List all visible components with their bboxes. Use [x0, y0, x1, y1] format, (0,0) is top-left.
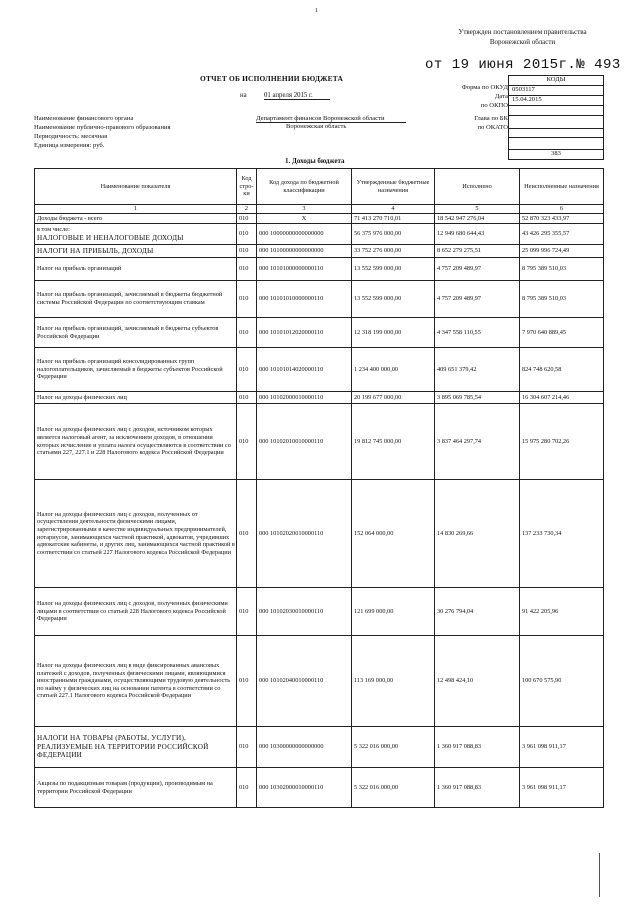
unit-label: Единица измерения: руб. — [34, 142, 105, 149]
row-kbk: 000 10302000010000110 — [257, 768, 352, 808]
row-code: 010 — [237, 480, 257, 588]
codes-box — [508, 75, 604, 160]
row-unexecuted: 15 975 280 702,26 — [520, 404, 604, 480]
row-code: 010 — [237, 214, 257, 224]
row-kbk: 000 10102010010000110 — [257, 404, 352, 480]
okpo-label: по ОКПО — [480, 102, 508, 109]
row-approved: 121 699 000,00 — [352, 588, 435, 636]
col-header-line-code: Код стро-ки — [237, 169, 257, 205]
row-name: НАЛОГИ НА ТОВАРЫ (РАБОТЫ, УСЛУГИ), РЕАЛИЗУЕМЫЕ НА ТЕРРИТОРИИ РОССИЙСКОЙ ФЕДЕРАЦИИ — [35, 727, 237, 768]
row-name: НАЛОГОВЫЕ И НЕНАЛОГОВЫЕ ДОХОДЫ — [37, 233, 184, 242]
okud-code: 0503117 — [509, 86, 603, 96]
col-number: 6 — [520, 205, 604, 214]
row-kbk: 000 10100000000000000 — [257, 245, 352, 258]
row-kbk: 000 10101000000000110 — [257, 258, 352, 281]
col-header-unexecuted: Неисполненные назначения — [520, 169, 604, 205]
row-approved: 20 199 677 000,00 — [352, 392, 435, 404]
table-row — [35, 348, 604, 392]
row-code: 010 — [237, 727, 257, 768]
table-header-row — [35, 169, 604, 205]
row-code: 010 — [237, 318, 257, 348]
row-approved: 5 322 016 000,00 — [352, 727, 435, 768]
row-kbk: 000 10101012020000110 — [257, 318, 352, 348]
row-unexecuted: 100 670 575,90 — [520, 636, 604, 727]
row-name: Налог на прибыль организаций — [35, 258, 237, 281]
row-name: Налог на прибыль организаций, зачисляемый в бюджеты бюджетной системы Российской Федерации по соответствующим ставкам — [35, 281, 237, 318]
row-executed: 1 360 917 088,83 — [435, 727, 520, 768]
row-approved: 113 169 000,00 — [352, 636, 435, 727]
col-header-approved: Утвержденные бюджетные назначения — [352, 169, 435, 205]
row-code: 010 — [237, 404, 257, 480]
row-approved: 13 552 599 000,00 — [352, 281, 435, 318]
scan-edge-mark — [599, 853, 600, 897]
section-title: 1. Доходы бюджета — [285, 157, 345, 165]
decree-reference: от 19 июня 2015г.№ 493 — [425, 57, 621, 73]
row-executed: 3 895 069 785,54 — [435, 392, 520, 404]
row-unexecuted: 43 426 295 355,57 — [520, 224, 604, 245]
row-unexecuted: 824 748 620,58 — [520, 348, 604, 392]
row-kbk: 000 10300000000000000 — [257, 727, 352, 768]
row-approved: 152 064 000,00 — [352, 480, 435, 588]
row-name: Акцизы по подакцизным товарам (продукции), производимым на территории Российской Федерации — [35, 768, 237, 808]
table-row — [35, 480, 604, 588]
row-approved: 71 413 270 710,01 — [352, 214, 435, 224]
row-code: 010 — [237, 588, 257, 636]
table-row — [35, 768, 604, 808]
table-row — [35, 245, 604, 258]
row-code: 010 — [237, 636, 257, 727]
col-header-kbk: Код дохода по бюджетной классификации — [257, 169, 352, 205]
row-code: 010 — [237, 348, 257, 392]
column-number-row — [35, 205, 604, 214]
periodicity-label: Периодичность: месячная — [34, 133, 108, 140]
bk-code — [509, 116, 603, 129]
revenue-table — [34, 168, 604, 808]
row-name: Налог на доходы физических лиц — [35, 392, 237, 404]
fin-organ-value: Департамент финансов Воронежской области — [256, 115, 406, 123]
row-executed: 12 949 680 644,43 — [435, 224, 520, 245]
date-label: Дата — [494, 93, 508, 100]
table-row — [35, 318, 604, 348]
row-kbk: 000 10000000000000000 — [257, 224, 352, 245]
public-entity-value: Воронежская область — [286, 123, 347, 130]
col-number: 2 — [237, 205, 257, 214]
table-row — [35, 404, 604, 480]
row-kbk: 000 10101010000000110 — [257, 281, 352, 318]
row-executed: 12 498 424,10 — [435, 636, 520, 727]
okpo-code — [509, 106, 603, 116]
row-executed: 18 542 947 276,04 — [435, 214, 520, 224]
row-executed: 4 757 209 489,97 — [435, 258, 520, 281]
row-kbk: 000 10101014020000110 — [257, 348, 352, 392]
row-code: 010 — [237, 768, 257, 808]
row-unexecuted: 7 970 640 889,45 — [520, 318, 604, 348]
row-kbk: 000 10102030010000110 — [257, 588, 352, 636]
row-unexecuted: 3 961 098 911,17 — [520, 768, 604, 808]
col-header-executed: Исполнено — [435, 169, 520, 205]
table-row — [35, 588, 604, 636]
row-name-cell — [35, 224, 237, 245]
row-executed: 4 757 209 489,97 — [435, 281, 520, 318]
row-unexecuted: 16 304 607 214,46 — [520, 392, 604, 404]
row-approved: 12 318 199 000,00 — [352, 318, 435, 348]
row-name-prefix: в том числе: — [37, 225, 70, 233]
row-name: НАЛОГИ НА ПРИБЫЛЬ, ДОХОДЫ — [35, 245, 237, 258]
report-date-label: на — [240, 92, 247, 99]
row-executed: 1 360 917 088,83 — [435, 768, 520, 808]
row-executed: 14 830 269,66 — [435, 480, 520, 588]
row-executed: 4 347 558 110,55 — [435, 318, 520, 348]
row-unexecuted: 3 961 098 911,17 — [520, 727, 604, 768]
okato-code — [509, 129, 603, 139]
row-kbk: 000 10102040010000110 — [257, 636, 352, 727]
row-unexecuted: 8 795 389 510,03 — [520, 281, 604, 318]
row-approved: 5 322 016 000,00 — [352, 768, 435, 808]
okato-label: по ОКАТО — [477, 124, 508, 131]
row-approved: 33 752 276 000,00 — [352, 245, 435, 258]
row-approved: 19 812 745 000,00 — [352, 404, 435, 480]
row-name: Налог на доходы физических лиц в виде фиксированных авансовых платежей с доходов, полученных физическими лицами, являющимися иностранными гражданами, осуществляющими трудовую деятельность по найму у физических лиц на основании патента в соответствии со статьей 227.1 Налогового кодекса Российской Федерации — [35, 636, 237, 727]
row-executed: 8 652 279 275,51 — [435, 245, 520, 258]
row-name: Налог на доходы физических лиц с доходов, полученных физическими лицами в соответствии со статьей 228 Налогового кодекса Российской Федерации — [35, 588, 237, 636]
approval-line-2: Воронежской области — [489, 38, 556, 46]
row-code: 010 — [237, 281, 257, 318]
bk-chapter-label: Глава по БК — [474, 115, 508, 122]
approval-note — [440, 27, 605, 47]
public-entity-label: Наименование публично-правового образования — [34, 124, 171, 131]
row-kbk: 000 10102020010000110 — [257, 480, 352, 588]
table-row — [35, 636, 604, 727]
col-number: 3 — [257, 205, 352, 214]
row-name: Налог на прибыль организаций, зачисляемый в бюджеты субъектов Российской Федерации — [35, 318, 237, 348]
row-executed: 3 837 464 297,74 — [435, 404, 520, 480]
col-header-name: Наименование показателя — [35, 169, 237, 205]
col-number: 4 — [352, 205, 435, 214]
row-unexecuted: 52 870 323 433,97 — [520, 214, 604, 224]
fin-organ-label: Наименование финансового органа — [34, 115, 134, 122]
row-unexecuted: 8 795 389 510,03 — [520, 258, 604, 281]
row-code: 010 — [237, 258, 257, 281]
row-code: 010 — [237, 245, 257, 258]
row-executed: 30 276 794,04 — [435, 588, 520, 636]
row-unexecuted: 91 422 205,96 — [520, 588, 604, 636]
report-date: 01 апреля 2015 г. — [264, 92, 330, 100]
row-name: Доходы бюджета - всего — [35, 214, 237, 224]
approval-line-1: Утвержден постановлением правительства — [458, 28, 587, 36]
table-row — [35, 214, 604, 224]
row-executed: 409 651 379,42 — [435, 348, 520, 392]
row-approved: 1 234 400 000,00 — [352, 348, 435, 392]
table-row — [35, 392, 604, 404]
table-row — [35, 727, 604, 768]
row-code: 010 — [237, 392, 257, 404]
unit-code: 383 — [509, 150, 603, 160]
row-name: Налог на прибыль организаций консолидированных групп налогоплательщиков, зачисляемый в бюджеты субъектов Российской Федерации — [35, 348, 237, 392]
row-approved: 13 552 599 000,00 — [352, 258, 435, 281]
row-kbk: Х — [257, 214, 352, 224]
row-approved: 56 375 976 000,00 — [352, 224, 435, 245]
report-code-date: 15.04.2015 — [509, 96, 603, 106]
report-title: ОТЧЕТ ОБ ИСПОЛНЕНИИ БЮДЖЕТА — [200, 74, 344, 83]
col-number: 5 — [435, 205, 520, 214]
table-row — [35, 281, 604, 318]
row-kbk: 000 10102000010000110 — [257, 392, 352, 404]
table-row — [35, 258, 604, 281]
row-unexecuted: 25 099 996 724,49 — [520, 245, 604, 258]
table-row — [35, 224, 604, 245]
page-number: 1 — [315, 8, 318, 14]
row-name: Налог на доходы физических лиц с доходов, источником которых является налоговый агент, за исключением доходов, в отношении которых исчисление и уплата налога осуществляются в соответствии со статьями 227, 227.1 и 228 Налогового кодекса Российской Федерации — [35, 404, 237, 480]
okud-label: Форма по ОКУД — [461, 84, 508, 91]
row-name: Налог на доходы физических лиц с доходов, полученных от осуществления деятельности физическими лицами, зарегистрированными в качестве индивидуальных предпринимателей, нотариусов, занимающихся частной практикой, адвокатов, учредивших адвокатские кабинеты, и других лиц, занимающихся частной практикой в соответствии со статьей 227 Налогового кодекса Российской Федерации — [35, 480, 237, 588]
row-code: 010 — [237, 224, 257, 245]
codes-heading: КОДЫ — [509, 76, 603, 86]
row-unexecuted: 137 233 730,34 — [520, 480, 604, 588]
col-number: 1 — [35, 205, 237, 214]
